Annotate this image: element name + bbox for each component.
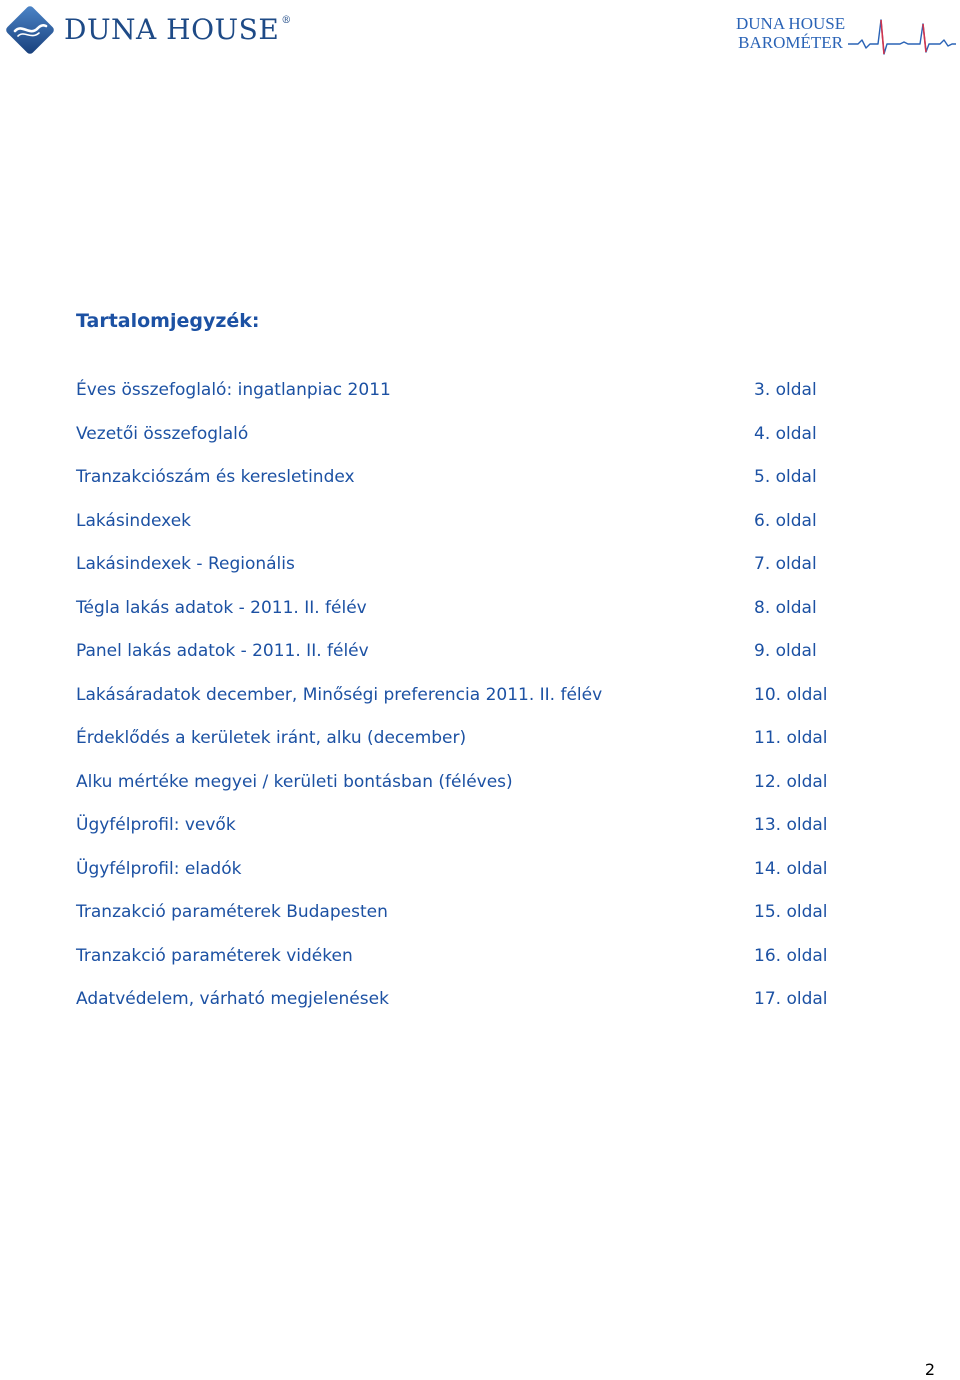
toc-entry-page: 5. oldal bbox=[754, 467, 817, 487]
toc-entry[interactable] bbox=[76, 682, 836, 726]
toc-entry-page: 16. oldal bbox=[754, 945, 828, 966]
toc-entry-page: 15. oldal bbox=[754, 902, 828, 922]
toc-entry-label: Ügyfélprofil: eladók bbox=[76, 858, 242, 879]
toc-entry-label: Adatvédelem, várható megjelenések bbox=[76, 989, 389, 1009]
heartbeat-line-icon bbox=[848, 12, 956, 60]
toc-entry[interactable] bbox=[76, 638, 836, 682]
toc-entry[interactable] bbox=[76, 769, 836, 813]
toc-entry-page: 4. oldal bbox=[754, 423, 817, 444]
logo-wordmark bbox=[64, 13, 292, 46]
toc-entry[interactable] bbox=[76, 508, 836, 552]
toc-entry-page: 7. oldal bbox=[754, 554, 817, 574]
barometer-line-2: BAROMÉTER bbox=[738, 33, 843, 52]
toc-entry-page: 13. oldal bbox=[754, 815, 828, 835]
toc-entry-label: Tégla lakás adatok - 2011. II. félév bbox=[76, 597, 367, 618]
toc-entry-label: Tranzakció paraméterek vidéken bbox=[76, 945, 353, 966]
barometer-line-1: DUNA HOUSE bbox=[736, 14, 846, 33]
toc-entry[interactable] bbox=[76, 551, 836, 595]
registered-mark: ® bbox=[281, 15, 292, 26]
toc-entry-page: 3. oldal bbox=[754, 380, 817, 400]
toc-entry-page: 8. oldal bbox=[754, 597, 817, 618]
toc-entry[interactable] bbox=[76, 812, 836, 856]
toc-entry-page: 6. oldal bbox=[754, 510, 817, 531]
page-number: 2 bbox=[924, 1360, 935, 1379]
toc-entry-page: 11. oldal bbox=[754, 728, 828, 748]
duna-house-diamond-logo-icon bbox=[4, 4, 56, 56]
toc-entry-page: 10. oldal bbox=[754, 684, 828, 705]
toc-entry-page: 9. oldal bbox=[754, 641, 817, 661]
duna-house-logo bbox=[4, 4, 292, 56]
toc-entry-label: Alku mértéke megyei / kerületi bontásban (féléves) bbox=[76, 771, 513, 792]
toc-entry[interactable] bbox=[76, 986, 836, 1030]
logo-text: DUNA HOUSE bbox=[64, 13, 280, 46]
toc-entry-page: 14. oldal bbox=[754, 858, 828, 879]
toc-entry-label: Tranzakció paraméterek Budapesten bbox=[76, 902, 388, 922]
barometer-badge bbox=[736, 12, 958, 62]
toc-entry-label: Lakásindexek bbox=[76, 510, 191, 531]
toc-entry-label: Lakásáradatok december, Minőségi preferencia 2011. II. félév bbox=[76, 684, 603, 705]
toc-list bbox=[76, 377, 836, 1030]
toc-entry-label: Tranzakciószám és keresletindex bbox=[76, 467, 355, 487]
toc-entry[interactable] bbox=[76, 899, 836, 943]
toc-entry[interactable] bbox=[76, 595, 836, 639]
toc-entry[interactable] bbox=[76, 377, 836, 421]
toc-entry[interactable] bbox=[76, 421, 836, 465]
toc-entry[interactable] bbox=[76, 856, 836, 900]
toc-entry-label: Lakásindexek - Regionális bbox=[76, 554, 295, 574]
toc-entry-page: 17. oldal bbox=[754, 989, 828, 1009]
toc-title: Tartalomjegyzék: bbox=[76, 310, 260, 332]
toc-entry-label: Panel lakás adatok - 2011. II. félév bbox=[76, 641, 369, 661]
toc-entry-page: 12. oldal bbox=[754, 771, 828, 792]
toc-entry[interactable] bbox=[76, 943, 836, 987]
toc-entry-label: Éves összefoglaló: ingatlanpiac 2011 bbox=[76, 380, 391, 400]
toc-entry[interactable] bbox=[76, 464, 836, 508]
barometer-title bbox=[736, 14, 845, 52]
toc-entry-label: Vezetői összefoglaló bbox=[76, 423, 249, 444]
toc-entry-label: Érdeklődés a kerületek iránt, alku (december) bbox=[76, 728, 467, 748]
toc-entry-label: Ügyfélprofil: vevők bbox=[76, 815, 236, 835]
toc-entry[interactable] bbox=[76, 725, 836, 769]
